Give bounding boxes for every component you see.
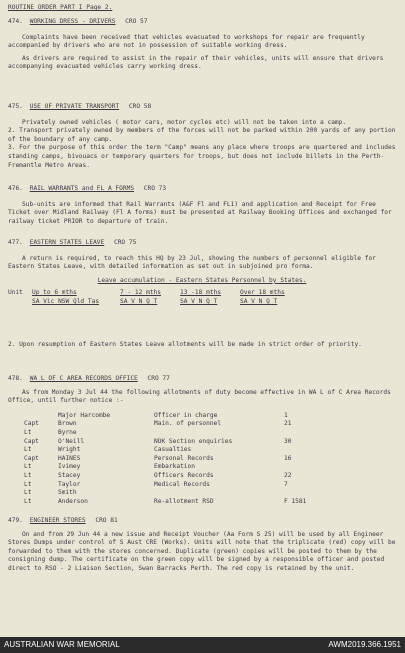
- paragraph: 2. Transport privately owned by members of the forces will not be parked within 200 yards of any portion of the boundary of any camp.: [8, 127, 400, 143]
- table-row: Major Harcombe Officer in charge 1: [58, 411, 288, 419]
- column-header: Over 18 mths: [240, 289, 285, 297]
- section-ref: CRO 77: [147, 375, 170, 382]
- section-number: 474.: [8, 18, 23, 25]
- records-office-table: [8, 412, 396, 507]
- section-title: EASTERN STATES LEAVE: [29, 239, 105, 246]
- page-header-text: ROUTINE ORDER PART I Page 2.: [8, 4, 113, 11]
- unit-column-label: Unit: [8, 289, 23, 297]
- section-475: [8, 103, 400, 170]
- paragraph: 2. Upon resumption of Eastern States Leave allotments will be made in strict order of priority.: [8, 340, 362, 348]
- table-row: Lt Wright Casualties: [24, 446, 192, 454]
- section-ref: CRO 75: [113, 239, 137, 246]
- column-header: 7 - 12 mths: [120, 289, 161, 297]
- section-ref: CRO 81: [95, 517, 118, 524]
- leave-table-states: [8, 298, 396, 307]
- table-row: Lt Taylor Medical Records 7: [24, 480, 288, 488]
- table-row: Capt O'Neill NOK Section enquiries 30: [24, 437, 292, 445]
- section-ref: CRO 57: [125, 18, 148, 25]
- state-columns: SA V N Q T: [240, 297, 278, 305]
- section-477: [8, 239, 396, 349]
- paragraph: On and from 29 Jun 44 a new issue and Receipt Voucher (Aa Form S 25) will be used by all Engineer Stores Dumps under control of S Aust CRE (Works). Units will note that the triplicate (red) copy will be forwarded to them with the stores concerned. Duplicate (green) copies will be posted to them by the consigning dump. The certificate on the green copy will be signed by a responsible officer and posted direct to RSO - 2 Liaison Section, Swan Barracks Perth. The red copy is retained by the unit.: [8, 530, 400, 572]
- table-row: Lt Anderson Re-allotment RSD F 1581: [24, 497, 307, 505]
- paragraph: 3. For the purpose of this order the term "Camp" means any place where troops are quartered and includes standing camps, bivouacs or temporary quarters for troops, but does not include billets in the Perth-Fremantle Metro Areas.: [8, 144, 400, 169]
- state-columns: SA V N Q T: [180, 297, 218, 305]
- section-476: [8, 185, 396, 226]
- section-479: [8, 517, 400, 574]
- column-header: Up to 6 mths: [32, 289, 77, 297]
- paragraph: As drivers are required to assist in the repair of their vehicles, units will ensure that drivers accompanying evacuated vehicles carry working dress.: [8, 54, 388, 71]
- section-number: 479.: [8, 517, 23, 524]
- table-row: Capt HAINES Personal Records 16: [24, 454, 292, 462]
- paragraph: Complaints have been received that vehicles evacuated to workshops for repair are frequently accompanied by drivers who are not in possession of suitable working dress.: [8, 33, 369, 50]
- table-row: Capt Brown Main. of personnel 21: [24, 420, 292, 428]
- section-474: [8, 18, 396, 72]
- paragraph: Privately owned vehicles ( motor cars, motor cycles etc) will not be taken into a camp.: [22, 118, 347, 126]
- table-row: Lt Ivimey Embarkation: [24, 463, 195, 471]
- column-header: 13 -18 mths: [180, 289, 221, 297]
- page-header: [8, 4, 396, 13]
- state-columns: SA Vic NSW Qld Tas: [32, 297, 100, 305]
- table-title: Leave accumulation - Eastern States Personnel by States.: [97, 276, 307, 284]
- section-number: 475.: [8, 103, 23, 110]
- section-title: WA L OF C AREA RECORDS OFFICE: [29, 375, 138, 382]
- archive-name: AUSTRALIAN WAR MEMORIAL: [4, 640, 120, 649]
- state-columns: SA V N Q T: [120, 297, 158, 305]
- paragraph: As from Monday 3 Jul 44 the following allotments of duty become effective in WA L of C Area Records Office, until further notice :-: [8, 388, 395, 405]
- section-ref: CRO 73: [143, 185, 167, 192]
- paragraph: A return is required, to reach this HQ by 23 Jul, showing the numbers of personnel eligible for Eastern States Leave, with detailed information as set out in subjoined pro forma.: [8, 254, 380, 271]
- section-title: RAIL WARRANTS and FL A FORMS: [29, 185, 135, 192]
- leave-table-header: [8, 289, 396, 298]
- section-title: WORKING DRESS - DRIVERS: [29, 18, 116, 25]
- section-478: [8, 375, 396, 506]
- section-number: 476.: [8, 185, 23, 192]
- paragraph: Sub-units are informed that Rail Warrants (A&F Fl and FL1) and application and Receipt for Free Ticket over Midland Railway (Fl A forms) must be presented at Railway Booking Offices and exchanged for railway ticket PRIOR to departure of train.: [8, 200, 396, 225]
- section-ref: CRO 58: [128, 103, 152, 110]
- archive-id: AWM2019.366.1951: [328, 640, 401, 649]
- section-number: 477.: [8, 239, 23, 246]
- section-number: 478.: [8, 375, 23, 382]
- section-title: USE OF PRIVATE TRANSPORT: [29, 103, 120, 110]
- table-row: Lt Smith: [24, 489, 77, 497]
- table-row: Lt Stacey Officers Records 22: [24, 471, 292, 479]
- archive-footer: [0, 637, 405, 653]
- section-title: ENGINEER STORES: [29, 517, 86, 524]
- table-row: Lt Byrne: [24, 428, 77, 436]
